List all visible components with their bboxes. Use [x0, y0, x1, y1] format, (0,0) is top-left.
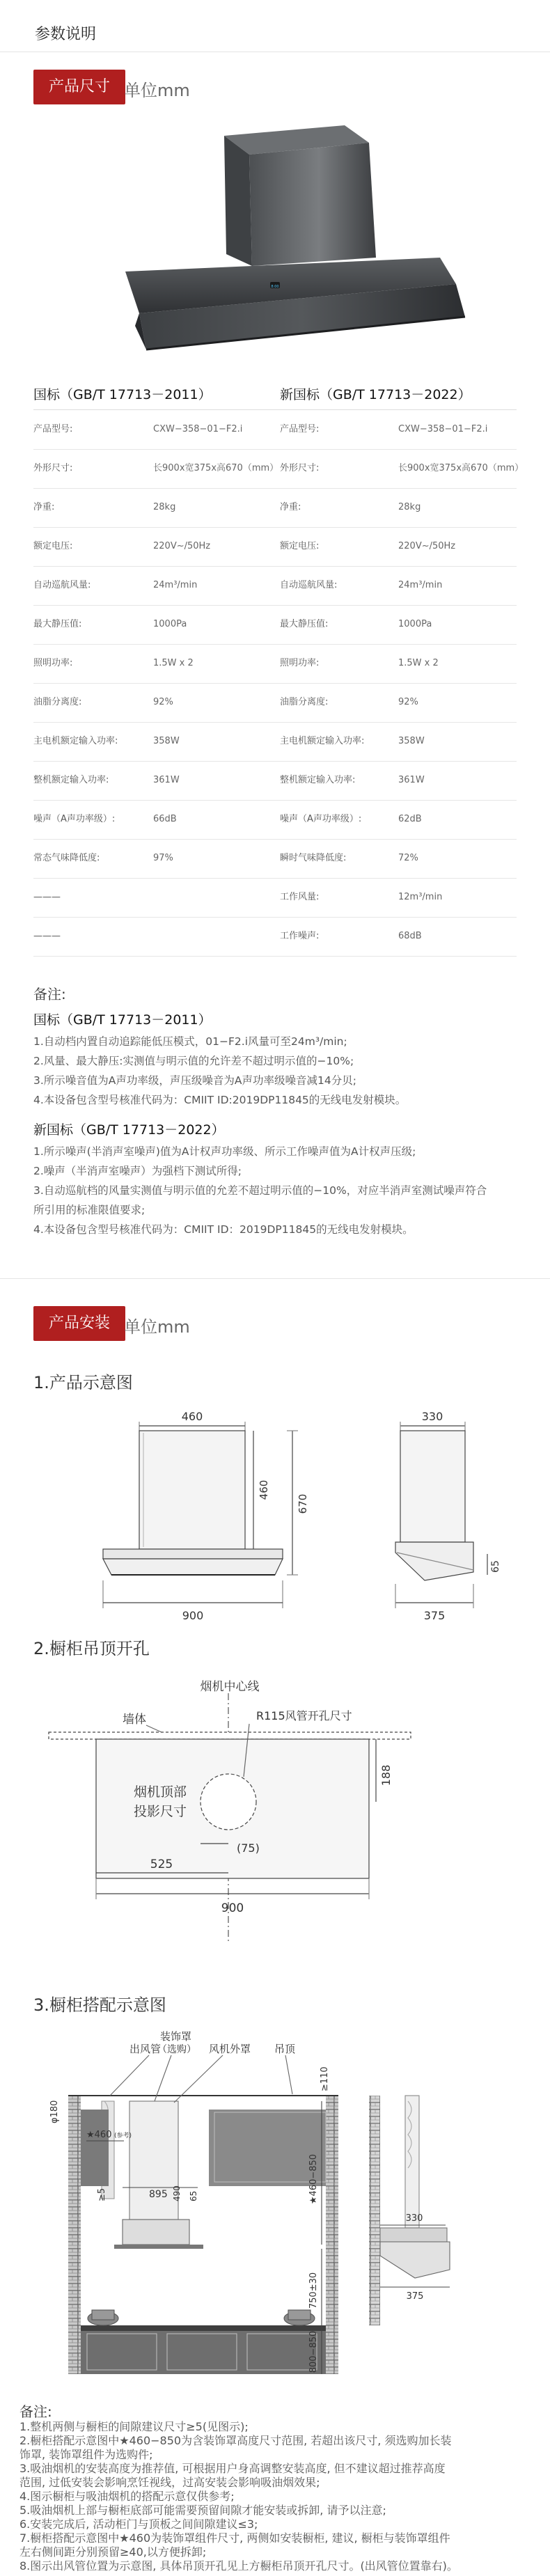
note-line: 1.整机两侧与橱柜的间隙建议尺寸≥5(见图示); [19, 2420, 249, 2433]
dim-188: 188 [379, 1764, 393, 1786]
dim-ref-tag: (参考) [114, 2133, 132, 2139]
spec-value: CXW−358−01−F2.i [398, 424, 488, 434]
diagram2-title: 2.橱柜吊顶开孔 [33, 1639, 150, 1658]
spec-label: 主电机额定输入功率: [33, 736, 118, 746]
dim-900-b: 900 [221, 1901, 244, 1915]
spec-value: 长900x宽375x高670（mm） [153, 463, 279, 473]
dim-490: 490 [172, 2185, 182, 2201]
spec-value: 62dB [398, 814, 422, 824]
diagram3-title: 3.橱柜搭配示意图 [33, 1995, 166, 2015]
dim-75: (75) [237, 1841, 260, 1855]
hood-area-label-1: 烟机顶部 [134, 1784, 187, 1800]
note-line: 2.橱柜搭配示意图中★460−850为含装饰罩高度尺寸范围, 若超出该尺寸, 须选购加长装 [19, 2434, 452, 2447]
note-line: 8.图示出风管位置为示意图, 具体吊顶开孔见上方橱柜吊顶开孔尺寸。(出风管位置靠右)。 [19, 2559, 458, 2573]
note-line: 4.图示橱柜与吸油烟机的搭配示意仅供参考; [19, 2490, 235, 2503]
spec-row [33, 761, 517, 801]
spec-value: 97% [153, 853, 173, 863]
tail-notes-list [19, 2420, 535, 2573]
dim-side-375: 375 [406, 2291, 424, 2302]
spec-value: 1.5W x 2 [153, 658, 194, 668]
spec-row [33, 800, 517, 840]
spec-row [33, 839, 517, 879]
spec-label: ——— [33, 892, 61, 902]
notes-new-list [33, 1142, 521, 1239]
note-line: 5.吸油烟机上部与橱柜底部可能需要预留间隙才能安装或拆卸, 请予以注意; [19, 2504, 386, 2517]
installation-badge: 产品安装 [33, 1306, 125, 1341]
dim-460-850: ★460−850 [308, 2153, 319, 2205]
note-line: 所引用的标准限值要求; [33, 1204, 146, 1216]
note-line: 1.自动档内置自动追踪能低压模式，01−F2.i风量可至24m³/min; [33, 1035, 347, 1048]
spec-row [33, 644, 517, 684]
spec-label: 整机额定输入功率: [33, 775, 109, 785]
trim-cover-label: 装饰罩 [160, 2030, 192, 2043]
spec-value: 28kg [398, 502, 421, 512]
dim-670: 670 [297, 1493, 309, 1514]
dim-525: 525 [150, 1858, 173, 1871]
spec-label: 整机额定输入功率: [280, 775, 356, 785]
spec-label: 照明功率: [280, 658, 320, 668]
trim-cover-optional: （选购） [157, 2044, 196, 2055]
spec-old-header: 国标（GB/T 17713－2011） [33, 387, 212, 402]
section-title: 参数说明 [35, 26, 97, 43]
cabinet-matching-diagram [0, 2019, 550, 2381]
dim-ge5: ≥5 [97, 2188, 107, 2201]
note-line: 3.所示噪音值为A声功率级，声压级噪音为A声功率级噪音减14分贝; [33, 1074, 356, 1087]
dim-800-850: 800−850 [308, 2330, 319, 2373]
range-hood-image [0, 104, 550, 355]
note-line: 3.吸油烟机的安装高度为推荐值, 可根据用户身高调整安装高度, 但不建议超过推荐高度 [19, 2462, 446, 2475]
spec-value: CXW−358−01−F2.i [153, 424, 243, 434]
note-line: 4.本设备包含型号核准代码为：CMIIT ID：2019DP11845的无线电发射模块。 [33, 1223, 414, 1236]
product-size-badge: 产品尺寸 [33, 70, 125, 104]
spec-row [33, 722, 517, 762]
spec-row [33, 488, 517, 528]
spec-label: 最大静压值: [280, 619, 329, 629]
note-line: 1.所示噪声(半消声室噪声)值为A计权声功率级、所示工作噪声值为A计权声压级; [33, 1145, 416, 1158]
dim-star460: ★460 [86, 2130, 112, 2140]
notes-heading: 备注: [33, 986, 66, 1003]
notes-old-list [33, 1032, 521, 1110]
tail-notes-heading: 备注: [19, 2403, 52, 2420]
spec-label: ——— [33, 931, 61, 941]
spec-row [33, 527, 517, 567]
spec-label: 噪声（A声功率级）: [33, 814, 116, 824]
spec-label: 噪声（A声功率级）: [280, 814, 362, 824]
outlet-pipe-label: 出风管 [129, 2043, 162, 2055]
spec-value: 361W [153, 775, 180, 785]
spec-value: 72% [398, 853, 418, 863]
note-line: 4.本设备包含型号核准代码为：CMIIT ID:2019DP11845的无线电发射模块。 [33, 1094, 407, 1106]
divider [0, 1278, 550, 1279]
hood-area-label-2: 投影尺寸 [134, 1804, 187, 1819]
spec-value: 68dB [398, 931, 422, 941]
dim-750: 750±30 [308, 2272, 319, 2309]
dim-895: 895 [149, 2189, 168, 2200]
spec-row [33, 605, 517, 645]
wall-label: 墙体 [123, 1713, 146, 1727]
spec-label: 油脂分离度: [33, 697, 82, 707]
notes-old-title: 国标（GB/T 17713－2011） [33, 1012, 212, 1028]
spec-label: 产品型号: [33, 424, 73, 434]
center-line-label: 烟机中心线 [200, 1680, 260, 1694]
spec-label: 外形尺寸: [33, 463, 73, 473]
spec-value: 358W [153, 736, 180, 746]
dim-side-330: 330 [405, 2213, 423, 2224]
spec-value: 220V~/50Hz [153, 541, 211, 551]
unit-label: 单位mm [124, 1317, 190, 1337]
spec-label: 照明功率: [33, 658, 73, 668]
spec-row [33, 449, 524, 489]
spec-label: 工作风量: [280, 892, 320, 902]
dim-900: 900 [182, 1609, 204, 1622]
spec-label: 自动巡航风量: [33, 580, 91, 590]
spec-value: 28kg [153, 502, 176, 512]
cabinet-ceiling-hole-diagram [0, 1657, 550, 1949]
note-line: 3.自动巡航档的风量实测值与明示值的允差不超过明示值的−10%，对应半消声室测试噪声符合 [33, 1184, 487, 1197]
spec-value: 66dB [153, 814, 177, 824]
spec-label: 净重: [280, 502, 301, 512]
hood-display-text: 8:00 [271, 285, 279, 289]
spec-value: 92% [398, 697, 418, 707]
spec-label: 最大静压值: [33, 619, 82, 629]
spec-label: 净重: [33, 502, 55, 512]
spec-label: 常态气味降低度: [33, 853, 100, 863]
spec-label: 自动巡航风量: [280, 580, 338, 590]
note-line: 6.安装完成后, 活动柜门与顶板之间间隙建议≤3; [19, 2518, 258, 2531]
note-line: 7.橱柜搭配示意图中★460为装饰罩组件尺寸, 两侧如安装橱柜, 建议, 橱柜与装饰罩组件 [19, 2531, 450, 2545]
spec-label: 产品型号: [280, 424, 320, 434]
spec-value: 长900x宽375x高670（mm） [398, 463, 524, 473]
spec-label: 主电机额定输入功率: [280, 736, 365, 746]
spec-value: 358W [398, 736, 425, 746]
note-line: 2.噪声（半消声室噪声）为强档下测试所得; [33, 1165, 242, 1177]
note-line: 左右侧间距分别预留≥40,以方便拆卸; [19, 2545, 207, 2559]
note-line: 饰罩, 装饰罩组件为选购件; [19, 2448, 153, 2461]
spec-row [33, 566, 517, 606]
hole-size-label: R115风管开孔尺寸 [256, 1709, 352, 1722]
note-line: 范围, 过低安装会影响烹饪视线，过高安装会影响吸油烟效果; [19, 2476, 320, 2489]
fan-cover-label: 风机外罩 [209, 2043, 251, 2055]
spec-label: 工作噪声: [280, 931, 320, 941]
ceiling-label: 吊顶 [274, 2043, 296, 2055]
dim-330: 330 [421, 1410, 443, 1423]
spec-value: 92% [153, 697, 173, 707]
dim-65b: 65 [189, 2190, 198, 2201]
dim-375: 375 [423, 1609, 446, 1622]
spec-value: 1000Pa [153, 619, 187, 629]
dim-min110: ≥110 [320, 2066, 330, 2091]
spec-label: 外形尺寸: [280, 463, 320, 473]
spec-value: 1.5W x 2 [398, 658, 439, 668]
unit-label: 单位mm [124, 81, 190, 100]
dim-phi180: φ180 [49, 2100, 60, 2123]
spec-label: 额定电压: [280, 541, 320, 551]
diagram1-title: 1.产品示意图 [33, 1373, 133, 1392]
note-line: 2.风量、最大静压:实测值与明示值的允许差不超过明示值的−10%; [33, 1055, 354, 1067]
spec-row [33, 683, 517, 723]
spec-new-header: 新国标（GB/T 17713－2022） [280, 387, 471, 402]
spec-label: 瞬时气味降低度: [280, 853, 347, 863]
spec-value: 12m³/min [398, 892, 443, 902]
spec-row [33, 917, 517, 957]
spec-label: 油脂分离度: [280, 697, 329, 707]
spec-label: 额定电压: [33, 541, 73, 551]
spec-value: 361W [398, 775, 425, 785]
spec-row [33, 878, 517, 918]
spec-row [33, 410, 517, 450]
spec-value: 220V~/50Hz [398, 541, 456, 551]
notes-new-title: 新国标（GB/T 17713－2022） [33, 1122, 225, 1138]
dim-460: 460 [181, 1410, 203, 1423]
dim-460-v: 460 [258, 1479, 270, 1500]
spec-value: 24m³/min [398, 580, 443, 590]
spec-value: 24m³/min [153, 580, 198, 590]
dim-65: 65 [490, 1560, 501, 1573]
spec-value: 1000Pa [398, 619, 432, 629]
